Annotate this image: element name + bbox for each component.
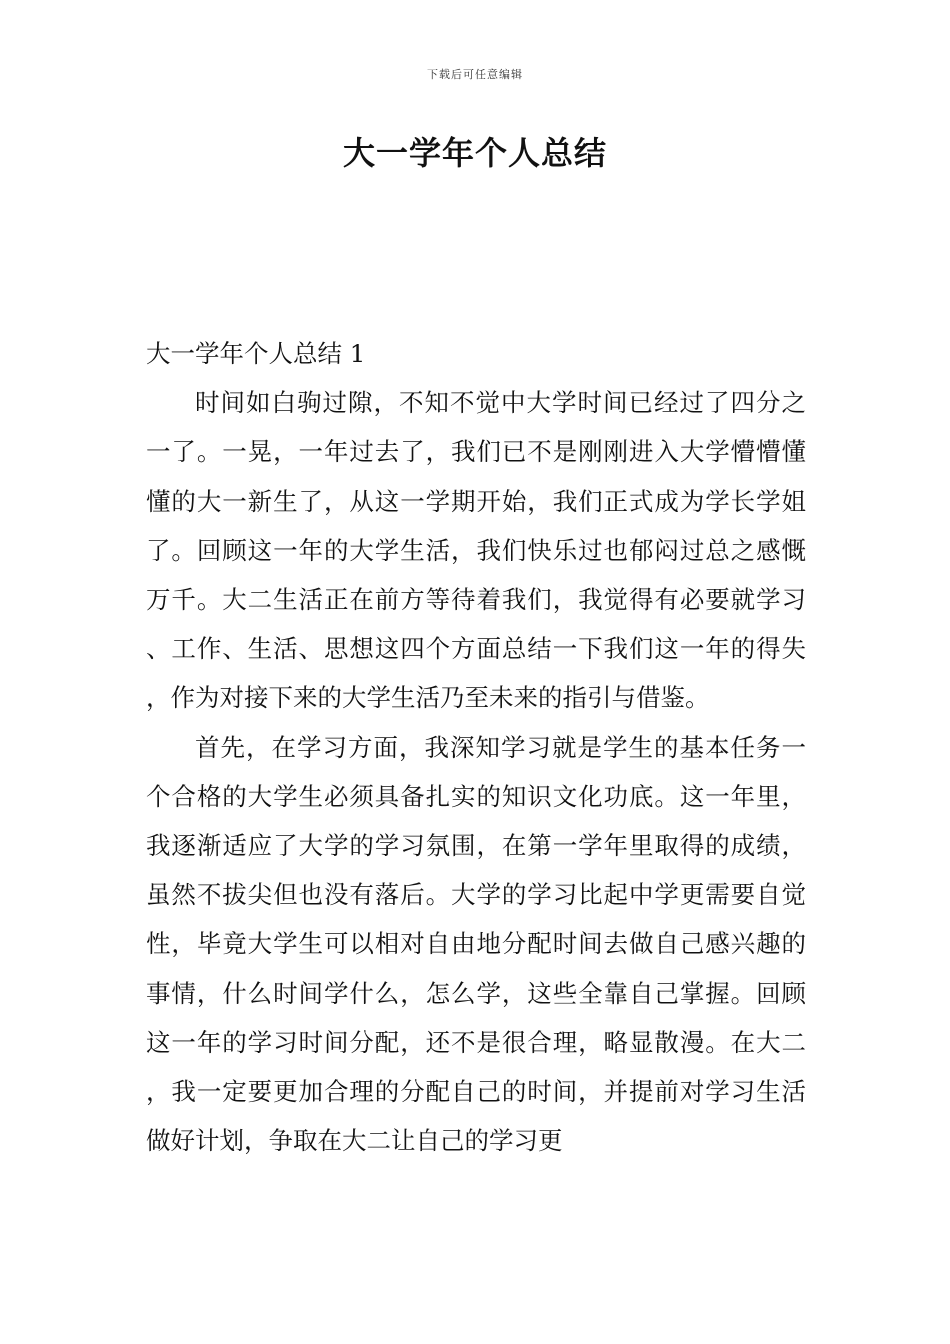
paragraph-study: 首先，在学习方面，我深知学习就是学生的基本任务一个合格的大学生必须具备扎实的知识文化功底。这一年里，我逐渐适应了大学的学习氛围，在第一学年里取得的成绩，虽然不拔尖但也没有落后。大学的学习比起中学更需要自觉性，毕竟大学生可以相对自由地分配时间去做自己感兴趣的事情，什么时间学什么，怎么学，这些全靠自己掌握。回顾这一年的学习时间分配，还不是很合理，略显散漫。在大二，我一定要更加合理的分配自己的时间，并提前对学习生活做好计划，争取在大二让自己的学习更: [146, 732, 806, 1156]
section-heading: 大一学年个人总结 1: [146, 339, 366, 368]
document-title: 大一学年个人总结: [342, 134, 607, 172]
paragraph-intro: 时间如白驹过隙，不知不觉中大学时间已经过了四分之一了。一晃，一年过去了，我们已不是刚刚进入大学懵懵懂懂的大一新生了，从这一学期开始，我们正式成为学长学姐了。回顾这一年的大学生活，我们快乐过也郁闷过总之感慨万千。大二生活正在前方等待着我们，我觉得有必要就学习、工作、生活、思想这四个方面总结一下我们这一年的得失，作为对接下来的大学生活乃至未来的指引与借鉴。: [146, 388, 806, 713]
header-note: 下载后可任意编辑: [427, 68, 523, 81]
document-body: [146, 329, 806, 1165]
